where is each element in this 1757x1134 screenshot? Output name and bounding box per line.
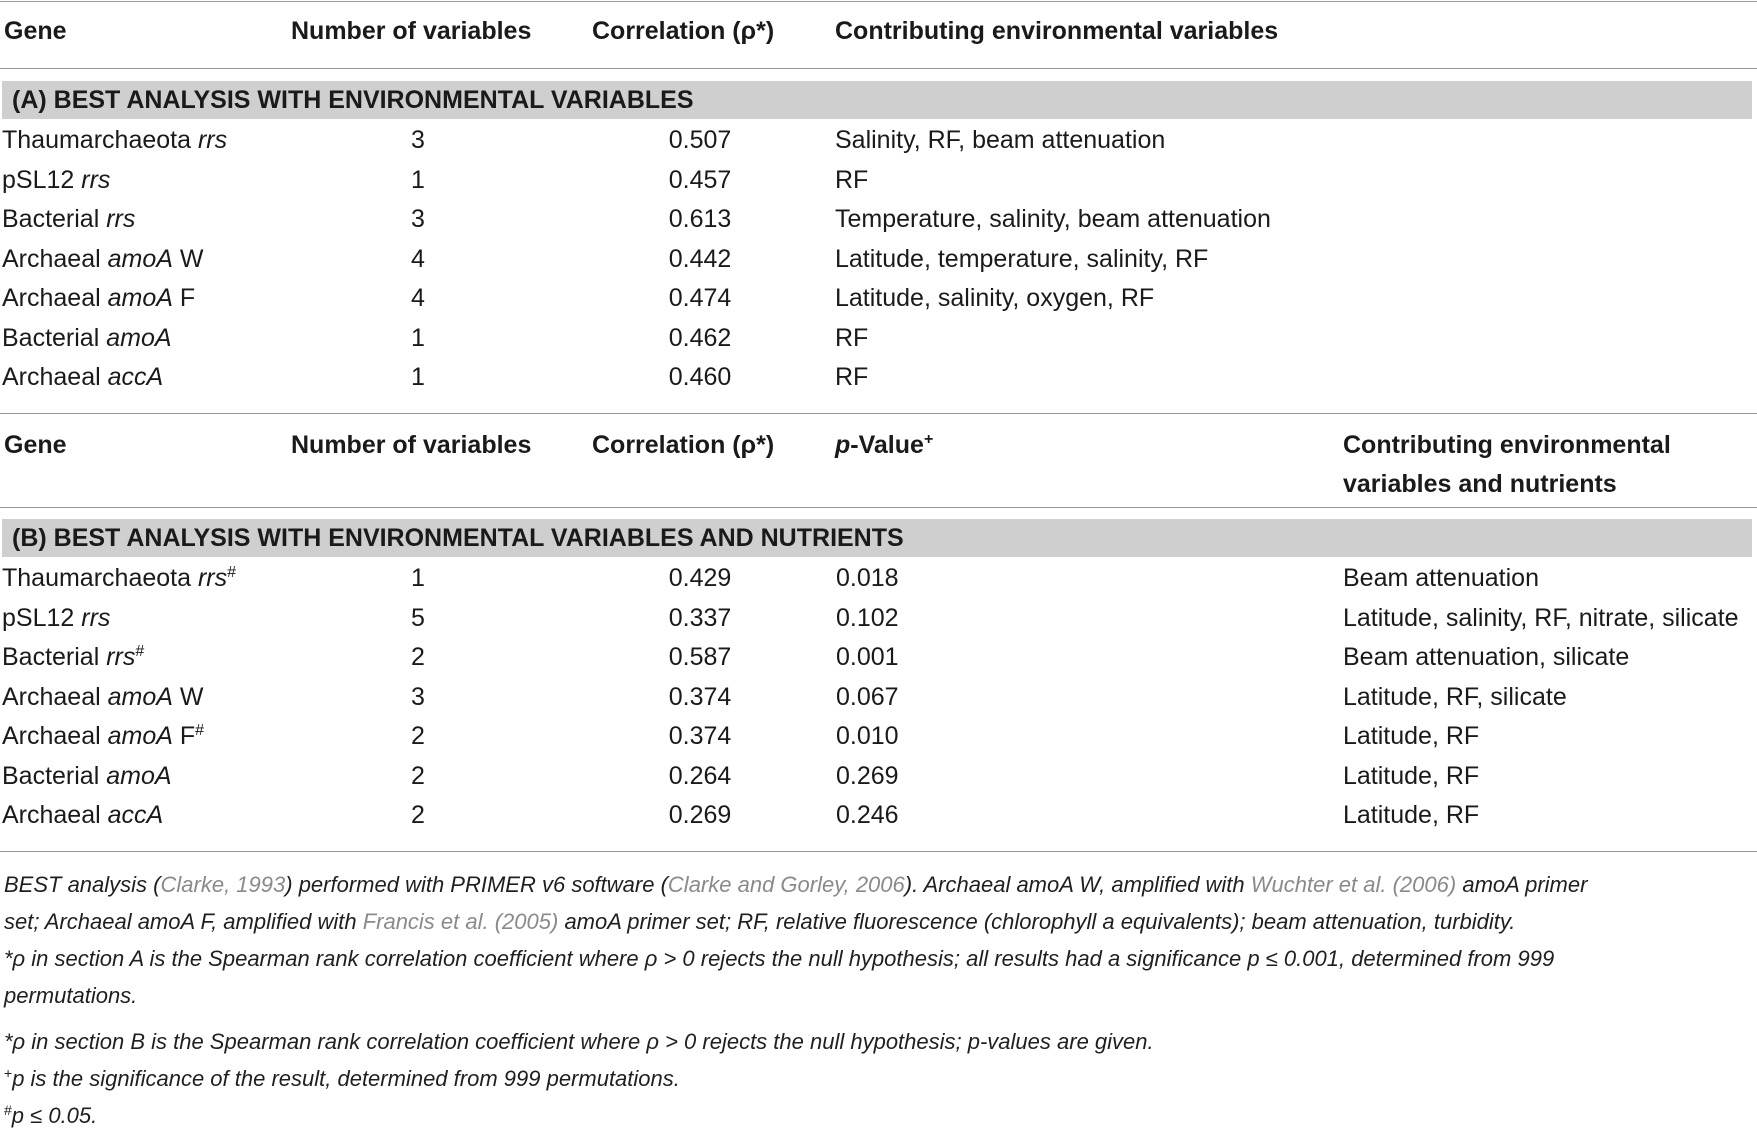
citation-wuchter-2006[interactable]: Wuchter et al. (2006) bbox=[1250, 872, 1457, 897]
contributing-variables-cell: Beam attenuation bbox=[1343, 564, 1539, 592]
gene-italic: amoA bbox=[107, 284, 173, 312]
contributing-variables-cell: Latitude, temperature, salinity, RF bbox=[835, 244, 1209, 273]
gene-italic: amoA bbox=[107, 244, 173, 273]
section-divider-rule bbox=[0, 413, 1757, 414]
gene-prefix: Archaeal bbox=[2, 722, 108, 750]
citation-clarke-gorley-2006[interactable]: Clarke and Gorley, 2006 bbox=[667, 872, 905, 897]
number-of-variables-cell: 1 bbox=[411, 564, 425, 592]
footnote-plus-marker: + bbox=[4, 1065, 13, 1081]
gene-prefix: Bacterial bbox=[2, 643, 107, 671]
correlation-cell: 0.269 bbox=[668, 801, 732, 829]
table-bottom-rule bbox=[0, 851, 1757, 852]
number-of-variables-cell: 2 bbox=[411, 643, 425, 671]
number-of-variables-cell: 1 bbox=[411, 363, 425, 391]
correlation-cell: 0.264 bbox=[668, 761, 732, 790]
gene-prefix: Bacterial bbox=[2, 761, 107, 790]
footnote-hash-text: p ≤ 0.05. bbox=[11, 1103, 98, 1128]
footnote-p-significance bbox=[4, 1060, 680, 1097]
p-value-cell: 0.018 bbox=[836, 564, 899, 592]
gene-italic: amoA bbox=[106, 323, 172, 352]
footnote-1-text-a: BEST analysis ( bbox=[4, 872, 161, 897]
gene-prefix: pSL12 bbox=[2, 603, 82, 632]
correlation-cell: 0.442 bbox=[668, 244, 732, 273]
contributing-variables-cell: Latitude, RF, silicate bbox=[1343, 682, 1567, 711]
p-value-cell: 0.269 bbox=[836, 761, 899, 790]
gene-italic: accA bbox=[107, 801, 164, 829]
contributing-variables-cell: Beam attenuation, silicate bbox=[1343, 643, 1630, 671]
correlation-cell: 0.587 bbox=[668, 643, 732, 671]
gene-prefix: pSL12 bbox=[2, 165, 82, 194]
gene-suffix: W bbox=[172, 682, 204, 711]
footnote-1-text-b: ) performed with PRIMER v6 software ( bbox=[285, 872, 668, 897]
gene-prefix: Archaeal bbox=[2, 363, 108, 391]
number-of-variables-cell: 2 bbox=[411, 801, 425, 829]
gene-name bbox=[2, 323, 172, 353]
gene-prefix: Bacterial bbox=[2, 323, 107, 352]
gene-prefix: Thaumarchaeota bbox=[2, 564, 198, 592]
section-b-title: (B) BEST ANALYSIS WITH ENVIRONMENTAL VARIABLES AND NUTRIENTS bbox=[12, 524, 904, 552]
header-contributing-variables-b-line2: variables and nutrients bbox=[1343, 470, 1617, 498]
footnote-2-text-a: set; Archaeal amoA F, amplified with bbox=[4, 909, 363, 934]
number-of-variables-cell: 3 bbox=[411, 205, 425, 233]
p-value-cell: 0.001 bbox=[836, 643, 899, 671]
correlation-cell: 0.462 bbox=[668, 323, 732, 352]
footnote-rho-section-a-cont: permutations. bbox=[4, 983, 138, 1008]
table-top-rule bbox=[0, 1, 1757, 2]
gene-suffix: F bbox=[172, 722, 196, 750]
section-a-title: (A) BEST ANALYSIS WITH ENVIRONMENTAL VARIABLES bbox=[12, 86, 694, 114]
gene-prefix: Archaeal bbox=[2, 682, 108, 711]
gene-significance-marker: # bbox=[227, 564, 237, 581]
gene-name bbox=[2, 283, 195, 313]
footnote-line-2 bbox=[4, 903, 1515, 940]
gene-italic: amoA bbox=[106, 761, 172, 790]
gene-prefix: Bacterial bbox=[2, 205, 107, 233]
contributing-variables-cell: Latitude, RF bbox=[1343, 761, 1480, 790]
header-rule-b bbox=[0, 507, 1757, 508]
contributing-variables-cell: RF bbox=[835, 363, 869, 391]
citation-clarke-1993[interactable]: Clarke, 1993 bbox=[160, 872, 286, 897]
gene-name bbox=[2, 125, 227, 155]
contributing-variables-cell: Latitude, RF bbox=[1343, 801, 1480, 829]
footnote-p-significance-text: p is the significance of the result, determined from 999 permutations. bbox=[12, 1066, 680, 1091]
correlation-cell: 0.507 bbox=[668, 126, 732, 154]
number-of-variables-cell: 1 bbox=[411, 323, 425, 352]
correlation-cell: 0.457 bbox=[668, 165, 732, 194]
correlation-cell: 0.613 bbox=[668, 205, 732, 233]
correlation-cell: 0.429 bbox=[668, 564, 732, 592]
gene-name bbox=[2, 761, 172, 791]
header-p-value-italic: p bbox=[835, 431, 851, 459]
header-p-value-sup: + bbox=[923, 431, 934, 448]
header-gene-a: Gene bbox=[4, 17, 67, 45]
footnote-rho-section-a: *ρ in section A is the Spearman rank correlation coefficient where ρ > 0 rejects the null hypothesis; all results had a significance p ≤ 0.001, determined from 999 bbox=[4, 946, 1555, 971]
footnote-rho-section-b: *ρ in section B is the Spearman rank correlation coefficient where ρ > 0 rejects the null hypothesis; p-values are given. bbox=[4, 1029, 1154, 1054]
gene-name bbox=[2, 721, 204, 751]
gene-name bbox=[2, 682, 203, 712]
gene-name bbox=[2, 800, 163, 830]
footnote-1-text-c: ). Archaeal amoA W, amplified with bbox=[904, 872, 1251, 897]
gene-prefix: Archaeal bbox=[2, 244, 108, 273]
gene-name bbox=[2, 603, 110, 633]
correlation-cell: 0.337 bbox=[668, 603, 732, 632]
gene-prefix: Archaeal bbox=[2, 801, 108, 829]
number-of-variables-cell: 4 bbox=[411, 284, 425, 312]
citation-francis-2005[interactable]: Francis et al. (2005) bbox=[362, 909, 559, 934]
gene-italic: amoA bbox=[107, 682, 173, 711]
contributing-variables-cell: RF bbox=[835, 323, 869, 352]
number-of-variables-cell: 4 bbox=[411, 244, 425, 273]
number-of-variables-cell: 2 bbox=[411, 761, 425, 790]
number-of-variables-cell: 2 bbox=[411, 722, 425, 750]
number-of-variables-cell: 1 bbox=[411, 165, 425, 194]
gene-name bbox=[2, 165, 110, 195]
number-of-variables-cell: 3 bbox=[411, 682, 425, 711]
header-rule-a bbox=[0, 68, 1757, 69]
p-value-cell: 0.246 bbox=[836, 801, 899, 829]
correlation-cell: 0.374 bbox=[668, 722, 732, 750]
gene-italic: rrs bbox=[81, 603, 111, 632]
gene-italic: rrs bbox=[197, 126, 228, 154]
footnote-2-text-b: amoA primer set; RF, relative fluorescence (chlorophyll a equivalents); beam attenuation, turbidity. bbox=[558, 909, 1516, 934]
p-value-cell: 0.010 bbox=[836, 722, 899, 750]
contributing-variables-cell: Latitude, salinity, RF, nitrate, silicate bbox=[1343, 603, 1739, 632]
contributing-variables-cell: RF bbox=[835, 165, 869, 194]
header-number-of-variables-b: Number of variables bbox=[291, 431, 532, 459]
correlation-cell: 0.460 bbox=[668, 363, 732, 391]
header-gene-b: Gene bbox=[4, 431, 67, 459]
header-contributing-variables-a: Contributing environmental variables bbox=[835, 17, 1279, 45]
header-number-of-variables-a: Number of variables bbox=[291, 17, 532, 45]
correlation-cell: 0.474 bbox=[668, 284, 732, 312]
footnote-1-text-d: amoA primer bbox=[1456, 872, 1588, 897]
correlation-cell: 0.374 bbox=[668, 682, 732, 711]
gene-prefix: Thaumarchaeota bbox=[2, 126, 198, 154]
gene-suffix: W bbox=[172, 244, 204, 273]
contributing-variables-cell: Latitude, RF bbox=[1343, 722, 1480, 750]
footnote-hash bbox=[4, 1097, 97, 1134]
header-correlation-a: Correlation (ρ*) bbox=[592, 17, 775, 45]
contributing-variables-cell: Temperature, salinity, beam attenuation bbox=[835, 205, 1271, 233]
gene-italic: rrs bbox=[197, 564, 228, 592]
gene-italic: rrs bbox=[106, 643, 136, 671]
header-correlation-b: Correlation (ρ*) bbox=[592, 431, 775, 459]
p-value-cell: 0.102 bbox=[836, 603, 899, 632]
gene-significance-marker: # bbox=[135, 643, 145, 660]
gene-prefix: Archaeal bbox=[2, 284, 108, 312]
footnote-line-1 bbox=[4, 866, 1587, 903]
gene-italic: amoA bbox=[107, 722, 173, 750]
gene-italic: rrs bbox=[81, 165, 111, 194]
gene-suffix: F bbox=[172, 284, 196, 312]
number-of-variables-cell: 3 bbox=[411, 126, 425, 154]
gene-name bbox=[2, 642, 144, 672]
footnote-hash-marker: # bbox=[4, 1102, 12, 1118]
contributing-variables-cell: Latitude, salinity, oxygen, RF bbox=[835, 284, 1155, 312]
gene-name bbox=[2, 204, 135, 234]
gene-name bbox=[2, 244, 203, 274]
gene-significance-marker: # bbox=[195, 722, 205, 739]
header-p-value bbox=[835, 430, 933, 460]
contributing-variables-cell: Salinity, RF, beam attenuation bbox=[835, 126, 1166, 154]
p-value-cell: 0.067 bbox=[836, 682, 899, 711]
gene-name bbox=[2, 563, 236, 593]
header-contributing-variables-b-line1: Contributing environmental bbox=[1343, 431, 1671, 459]
gene-italic: accA bbox=[107, 363, 164, 391]
number-of-variables-cell: 5 bbox=[411, 603, 425, 632]
gene-italic: rrs bbox=[106, 205, 136, 233]
gene-name bbox=[2, 362, 163, 392]
header-p-value-label: -Value bbox=[850, 431, 924, 459]
